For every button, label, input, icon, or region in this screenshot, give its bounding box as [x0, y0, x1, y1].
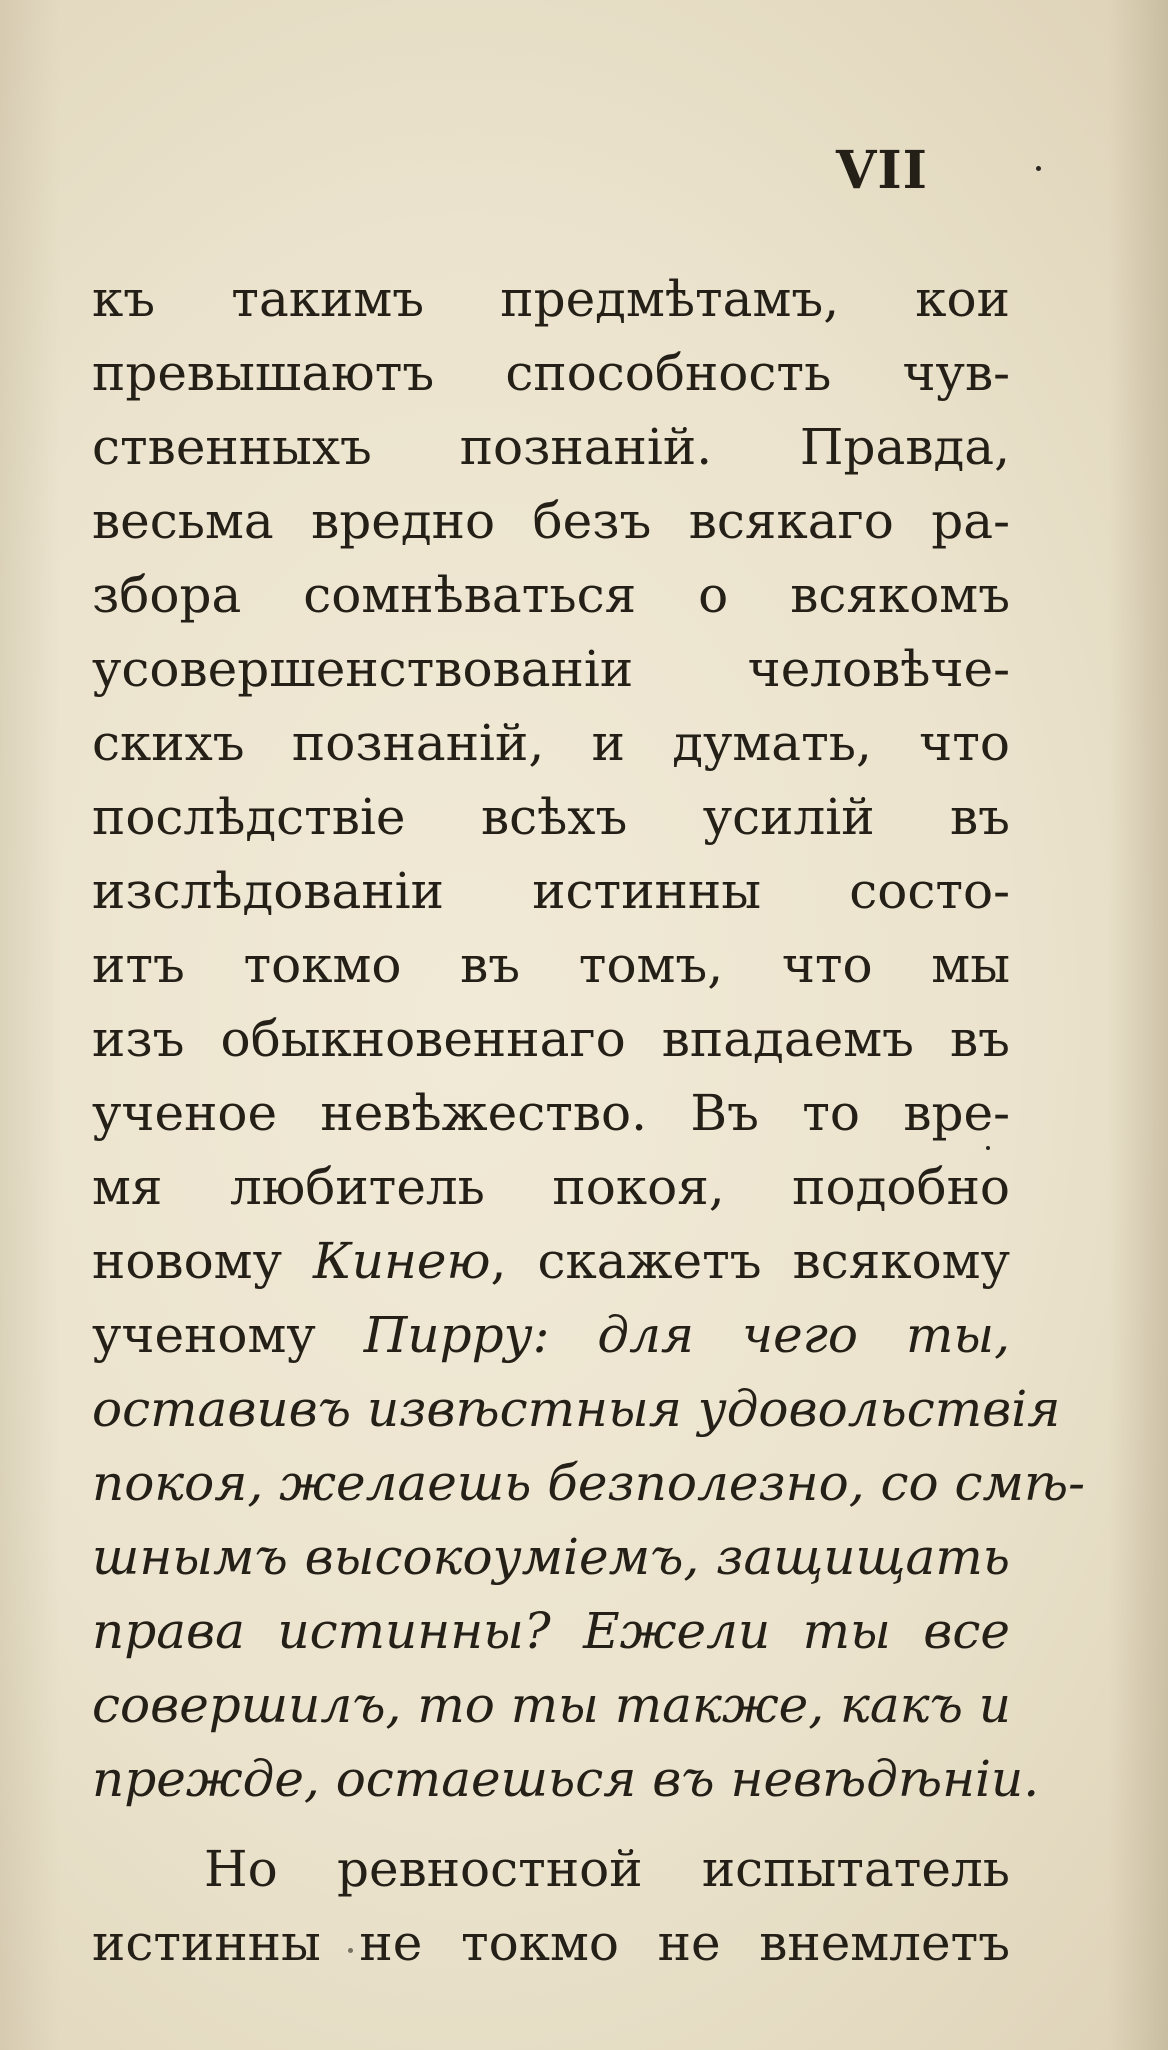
text-line — [92, 632, 1010, 706]
text-span: ученому — [92, 1306, 364, 1364]
text-span: послѣдствіе всѣхъ усилій въ — [92, 788, 1010, 846]
paragraph-gap — [92, 1816, 1010, 1832]
text-line — [92, 1668, 1010, 1742]
italic-text: совершилъ, то ты также, какъ и — [92, 1676, 1011, 1734]
text-span: ученое невѣжество. Въ то вре- — [92, 1084, 1010, 1142]
text-line — [92, 1224, 1010, 1298]
text-line — [92, 1906, 1010, 1980]
text-line — [92, 1076, 1010, 1150]
text-line — [92, 1372, 1061, 1446]
italic-text: оставивъ извѣстныя удовольствія — [92, 1380, 1061, 1438]
text-line — [92, 1298, 1010, 1372]
text-span: весьма вредно безъ всякаго ра- — [92, 492, 1010, 550]
text-line — [92, 1150, 1010, 1224]
text-line — [92, 854, 1010, 928]
text-line — [92, 410, 1010, 484]
text-line — [92, 336, 1010, 410]
text-line — [92, 1520, 1010, 1594]
text-span: изъ обыкновеннаго впадаемъ въ — [92, 1010, 1010, 1068]
text-line — [92, 928, 1010, 1002]
page-shadow-right — [1108, 0, 1168, 2050]
text-span: новому — [92, 1232, 314, 1290]
page-number: VII — [836, 140, 928, 201]
text-span: мя любитель покоя, подобно — [92, 1158, 1010, 1216]
italic-text: прежде, остаешься въ невѣдѣніи. — [92, 1750, 1040, 1808]
italic-text: права истинны? Ежели ты все — [92, 1602, 1010, 1660]
text-line — [92, 558, 1010, 632]
ink-speck — [1036, 166, 1041, 171]
italic-text: Пирру: для чего ты, — [363, 1306, 1011, 1364]
text-span: изслѣдованіи истинны состо- — [92, 862, 1010, 920]
text-line — [92, 262, 1010, 336]
italic-text: шнымъ высокоуміемъ, защищать — [92, 1528, 1010, 1586]
text-span: збора сомнѣваться о всякомъ — [92, 566, 1010, 624]
text-line — [92, 780, 1010, 854]
text-line — [92, 1594, 1010, 1668]
text-line — [92, 706, 1010, 780]
italic-text: покоя, желаешь безполезно, со смѣ- — [92, 1454, 1085, 1512]
text-line — [92, 484, 1010, 558]
text-line — [92, 1832, 1010, 1906]
text-span: , скажетъ всякому — [490, 1232, 1010, 1290]
text-line — [92, 1446, 1085, 1520]
text-span: усовершенствованіи человѣче- — [92, 640, 1010, 698]
italic-text: Кинею — [313, 1232, 491, 1290]
text-span: итъ токмо въ томъ, что мы — [92, 936, 1010, 994]
text-span: скихъ познаній, и думать, что — [92, 714, 1010, 772]
page-shadow-left — [0, 0, 60, 2050]
text-span: Но ревностной испытатель — [204, 1840, 1010, 1898]
text-span: къ такимъ предмѣтамъ, кои — [92, 270, 1010, 328]
text-line — [92, 1742, 1040, 1816]
text-line — [92, 1002, 1010, 1076]
text-span: истинны не токмо не внемлетъ — [92, 1914, 1010, 1972]
text-span: превышаютъ способность чув- — [92, 344, 1010, 402]
body-text — [92, 262, 1085, 1980]
text-span: ственныхъ познаній. Правда, — [92, 418, 1010, 476]
